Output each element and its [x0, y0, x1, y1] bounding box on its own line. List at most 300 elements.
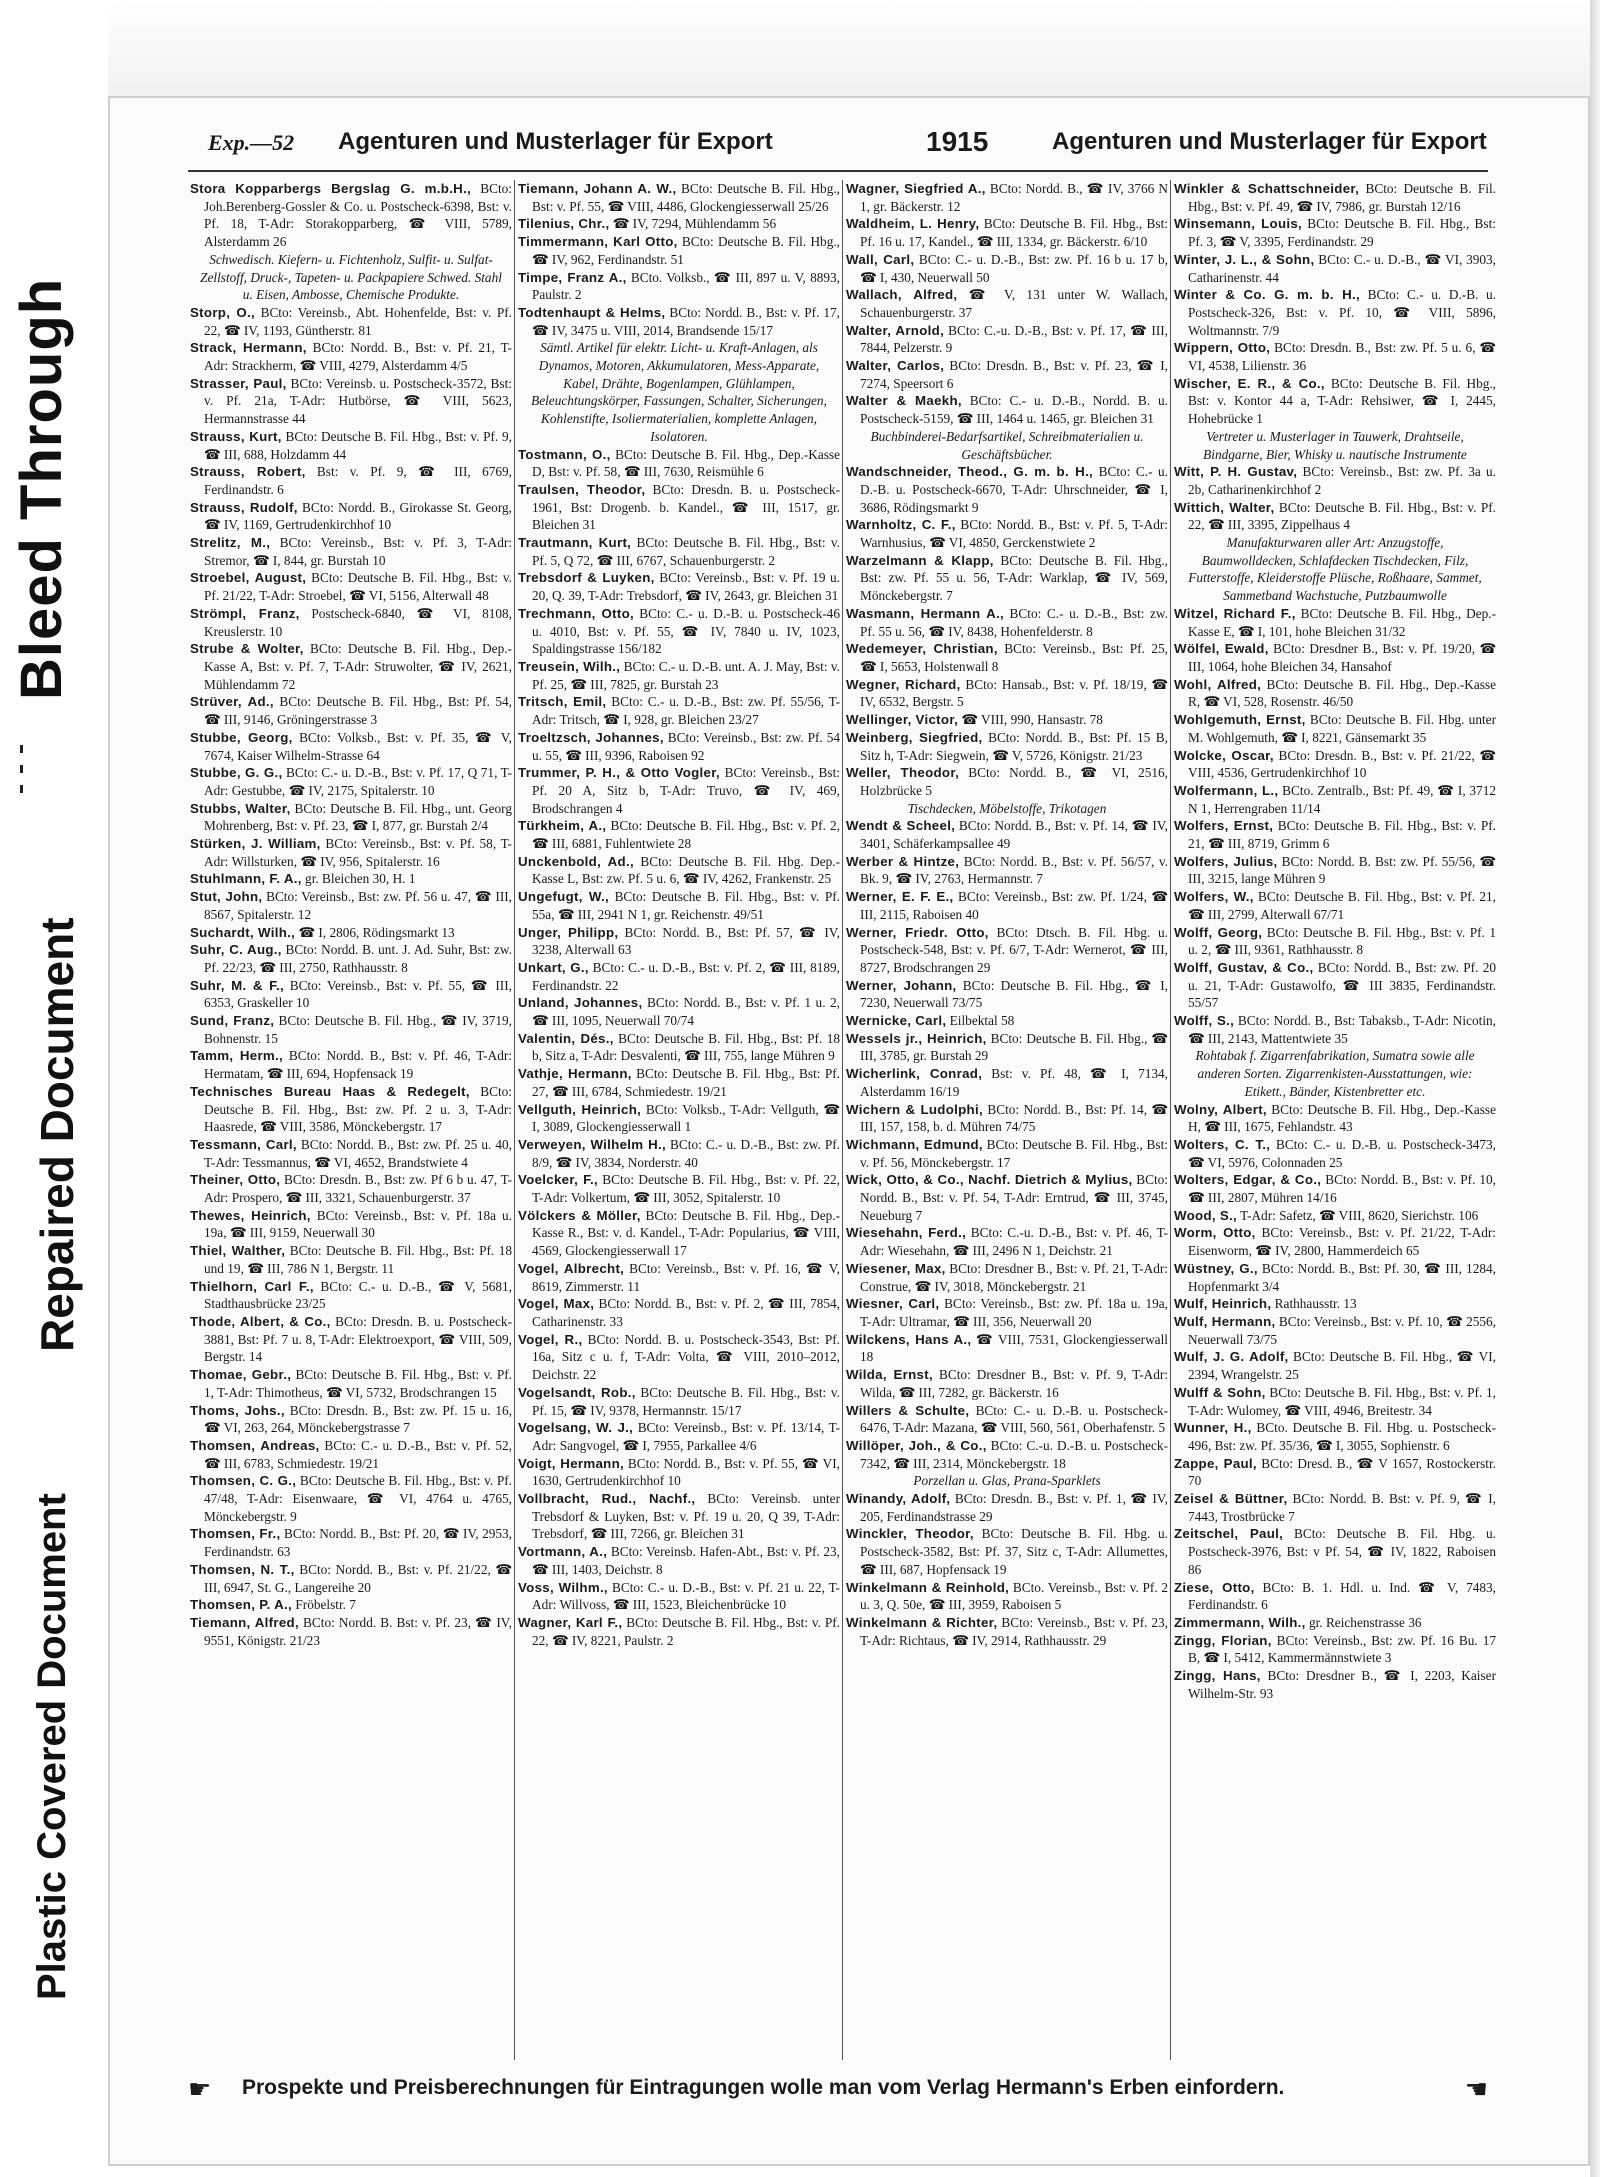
entry-name: Warnholtz, C. F., — [846, 517, 956, 533]
entry-details: BCto: Deutsche B. Fil. Hbg., Bst: v. Pf. 55a, ☎ III, 2941 N 1, gr. Reichenstr. 49/51 — [532, 889, 840, 922]
entry-name: Stroebel, August, — [190, 570, 307, 586]
entry-details: BCto. Vereinsb., Bst: v. Pf. 2 u. 3, Q. 50e, ☎ III, 3959, Raboisen 5 — [860, 1579, 1168, 1613]
entry-details: BCto: Deutsche B. Fil. Hbg., Bst: v. Pf. 1, T-Adr: Wulomey, ☎ VIII, 4946, Breitestr. 34 — [1188, 1384, 1496, 1418]
entry-details: Bst: v. Pf. 9, ☎ III, 6769, Ferdinandstr. 6 — [204, 464, 512, 497]
entry-name: Vogelsandt, Rob., — [518, 1384, 636, 1400]
entry-details: ☎ V, 131 unter W. Wallach, Schauenburgerstr. 37 — [860, 287, 1168, 320]
directory-entry — [190, 1207, 512, 1242]
entry-name: Wulf, J. G. Adolf, — [1174, 1349, 1289, 1365]
entry-name: Strack, Hermann, — [190, 340, 307, 356]
entry-name: Strauss, Rudolf, — [190, 499, 298, 515]
product-note: Tischdecken, Möbelstoffe, Trikotagen — [907, 800, 1107, 816]
entry-details: BCto: Deutsche B. Fil. Hbg., Bst: v. Pf. 9, ☎ III, 688, Holzdamm 44 — [204, 428, 512, 462]
directory-entry — [1174, 1614, 1496, 1632]
entry-details: BCto: Deutsche B. Fil. Hbg., Bst: v. Kontor 44 a, T-Adr: Rehsiwer, ☎ I, 2445, Hohebrücke 1 — [1188, 375, 1496, 427]
entry-details: BCto: Vereinsb., Bst: zw. Pf. 54 u. 55, ☎ III, 9396, Raboisen 92 — [532, 729, 840, 763]
entry-name: Technisches Bureau Haas & Redegelt, — [190, 1083, 470, 1099]
directory-entry — [190, 835, 512, 870]
entry-details: BCto: Deutsche B. Fil. Hbg., Bst: v. Pf. 1 u. 2, ☎ III, 9361, Rathhausstr. 8 — [1188, 924, 1496, 958]
directory-entry — [846, 1224, 1168, 1259]
entry-name: Tamm, Herm., — [190, 1048, 284, 1064]
entry-details: BCto: C.- u. D.-B. u. Postscheck-46 u. 4010, Bst: v. Pf. 55, ☎ IV, 7840 u. IV, 1023, Spaldingstrasse 156/182 — [532, 605, 840, 657]
directory-entry — [190, 888, 512, 923]
entry-details: BCto: C.- u. D.-B. u. Postscheck-326, Bst: v. Pf. 10, ☎ VIII, 5896, Woltmannstr. 7/9 — [1188, 287, 1496, 338]
entry-name: Wölfel, Ewald, — [1174, 641, 1269, 657]
entry-details: BCto: Vereinsb. u. Postscheck-3572, Bst: v. Pf. 21a, T-Adr: Hutbörse, ☎ VIII, 5623, Hermannstrasse 44 — [204, 375, 512, 427]
directory-entry — [190, 1136, 512, 1171]
directory-entry — [1174, 853, 1496, 888]
entry-name: Thiel, Walther, — [190, 1243, 286, 1259]
entry-name: Thomsen, Fr., — [190, 1526, 281, 1542]
directory-entry — [1174, 1579, 1496, 1614]
entry-details: BCto: Dresdn. B. u. Postscheck-3881, Bst: Pf. 7 u. 8, T-Adr: Elektroexport, ☎ VIII, 509, Bergstr. 14 — [204, 1314, 512, 1365]
directory-entry — [1174, 1632, 1496, 1667]
entry-details: BCto: C.- u. D.-B., ☎ VI, 3903, Catharinenstr. 44 — [1188, 251, 1496, 285]
entry-name: Winter & Co. G. m. b. H., — [1174, 287, 1361, 303]
entry-details: BCto: C.-u. D.-B. u. Postscheck-7342, ☎ III, 2314, Mönckebergstr. 18 — [860, 1437, 1168, 1471]
entry-name: Treusein, Wilh., — [518, 658, 621, 674]
entry-details: BCto: C.- u. D.-B., Bst: v. Pf. 17, Q 71, T-Adr: Gestubbe, ☎ IV, 2175, Spitalerstr. 10 — [204, 765, 512, 798]
directory-entry — [518, 215, 840, 233]
directory-entry — [190, 499, 512, 534]
entry-name: Wunner, H., — [1174, 1420, 1252, 1436]
entry-details: BCto: Dtsch. B. Fil. Hbg. u. Postscheck-548, Bst: v. Pf. 6/7, T-Adr: Wernerot, ☎ III, 8727, Brodschrangen 29 — [860, 924, 1168, 975]
entry-name: Stubbe, Georg, — [190, 729, 293, 745]
entry-details: BCto: Vereinsb., Bst: v. Pf. 21/22, T-Adr: Eisenworm, ☎ IV, 2800, Hammerdeich 65 — [1188, 1225, 1496, 1259]
entry-name: Stubbs, Walter, — [190, 800, 291, 816]
entry-details: BCto: Deutsche B. Fil. Hbg., unt. Georg Mohrenberg, Bst: v. Pf. 23, ☎ I, 877, gr. Burstah 2/4 — [204, 800, 512, 834]
directory-entry — [1174, 782, 1496, 817]
entry-details: BCto: C.- u. D.-B. unt. A. J. May, Bst: v. Pf. 25, ☎ III, 7825, gr. Burstah 23 — [532, 658, 840, 692]
entry-details: BCto: Vereinsb., Bst: v. Pf. 3, T-Adr: Stremor, ☎ I, 844, gr. Burstah 10 — [204, 535, 512, 568]
entry-name: Traulsen, Theodor, — [518, 481, 646, 497]
entry-details: BCto: Deutsche B. Fil. Hbg., Bst: v. Pf. 22, ☎ IV, 8221, Paulstr. 2 — [532, 1614, 840, 1648]
entry-details: BCto: C.- u. D.-B., Nordd. B. u. Postscheck-5159, ☎ III, 1464 u. 1465, gr. Bleichen 31 — [860, 393, 1168, 427]
directory-entry — [190, 605, 512, 640]
entry-name: Willers & Schulte, — [846, 1402, 970, 1418]
entry-details: BCto: C.- u. D.-B., Bst: zw. Pf. 16 b u. 17 b, ☎ I, 430, Neuerwall 50 — [860, 251, 1168, 285]
entry-details: ☎ VIII, 7531, Glockengiesserwall 18 — [860, 1331, 1168, 1365]
entry-details: BCto: Nordd. B. Bst: v. Pf. 9, ☎ I, 7443, Trostbrücke 7 — [1188, 1491, 1496, 1524]
directory-entry — [190, 693, 512, 728]
entry-name: Zingg, Hans, — [1174, 1668, 1261, 1684]
entry-details: BCto: Nordd. B., Bst: v. Pf. 5, T-Adr: Warnhusius, ☎ VI, 4850, Gerckenstwiete 2 — [860, 517, 1168, 551]
entry-name: Wischer, E. R., & Co., — [1174, 375, 1325, 391]
entry-name: Thewes, Heinrich, — [190, 1207, 311, 1223]
directory-entry — [190, 1472, 512, 1525]
entry-details: BCto: Vereinsb., Bst: v. Pf. 16, ☎ V, 8619, Zimmerstr. 11 — [532, 1260, 840, 1294]
entry-details: BCto: C.- u. D.-B., Bst: v. Pf. 52, ☎ III, 6783, Schmiedestr. 19/21 — [204, 1437, 512, 1471]
entry-details: BCto: Nordd. B., Bst: v. Pf. 54, T-Adr: Erntrud, ☎ III, 3745, Neueburg 7 — [860, 1172, 1168, 1223]
directory-entry — [1174, 463, 1496, 498]
directory-entry — [1174, 1101, 1496, 1136]
entry-details: BCto: Deutsche B. Fil. Hbg., Bst: Pf. 54, ☎ III, 9146, Gröningerstrasse 3 — [204, 694, 512, 728]
directory-entry — [1174, 1136, 1496, 1171]
directory-entry — [1174, 711, 1496, 746]
entry-name: Wernicke, Carl, — [846, 1013, 947, 1029]
entry-details: BCto: Deutsche B. Fil. Hbg., ☎ IV, 3719, Bohnenstr. 15 — [204, 1013, 512, 1046]
entry-name: Wichern & Ludolphi, — [846, 1101, 983, 1117]
entry-details: Postscheck-6840, ☎ VI, 8108, Kreuslerstr. 10 — [204, 605, 512, 639]
entry-details: BCto: Dresdn. B. u. Postscheck-1961, Bst: Drogenb. b. Kandel., ☎ III, 1517, gr. Bleichen 31 — [532, 481, 840, 533]
directory-entry — [846, 1260, 1168, 1295]
entry-name: Werner, Friedr. Otto, — [846, 924, 989, 940]
directory-entry — [846, 1579, 1168, 1614]
entry-details: BCto: Deutsche B. Fil. Hbg., ☎ IV, 962, Ferdinandstr. 51 — [532, 234, 840, 267]
entry-name: Wolfers, W., — [1174, 889, 1254, 905]
entry-details: BCto: Nordd. B., Bst: Pf. 30, ☎ III, 1284, Hopfenmarkt 3/4 — [1188, 1260, 1496, 1294]
entry-details: BCto: B. 1. Hdl. u. Ind. ☎ V, 7483, Ferdinandstr. 6 — [1188, 1579, 1496, 1613]
directory-entry — [518, 1419, 840, 1454]
directory-entry — [846, 1525, 1168, 1578]
directory-entry — [190, 180, 512, 251]
entry-details: BCto: Dresdn. B., Bst: v. Pf. 1, ☎ IV, 205, Ferdinandstrasse 29 — [860, 1491, 1168, 1524]
entry-details: BCto: Deutsche B. Fil. Hbg., Dep.-Kasse E, ☎ I, 101, hohe Bleichen 31/32 — [1188, 605, 1496, 639]
directory-entry — [846, 322, 1168, 357]
entry-name: Winckler, Theodor, — [846, 1526, 974, 1542]
directory-entry — [518, 1171, 840, 1206]
entry-name: Troeltzsch, Johannes, — [518, 729, 664, 745]
directory-entry — [518, 658, 840, 693]
entry-name: Wolfermann, L., — [1174, 782, 1279, 798]
entry-details: BCto: Vereinsb. unter Trebsdorf & Luyken, Bst: v. Pf. 19 u. 20, Q 39, T-Adr: Trebsdorf, ☎ III, 7266, gr. Bleichen 31 — [532, 1491, 840, 1542]
entry-details: BCto: Deutsche B. Fil. Hbg. Dep.-Kasse L, Bst: zw. Pf. 5 u. 6, ☎ IV, 4262, Frankenstr. 25 — [532, 853, 840, 887]
entry-name: Tessmann, Carl, — [190, 1136, 297, 1152]
directory-entry — [518, 1207, 840, 1260]
entry-name: Werber & Hintze, — [846, 853, 960, 869]
directory-entry — [190, 304, 512, 339]
column-1 — [190, 180, 512, 2060]
entry-name: Wendt & Scheel, — [846, 818, 956, 834]
entry-name: Voigt, Hermann, — [518, 1455, 625, 1471]
entry-details: BCto. Zentralb., Bst: Pf. 49, ☎ I, 3712 N 1, Herrengraben 11/14 — [1188, 782, 1496, 816]
pointing-hand-icon: ☛ — [188, 2074, 212, 2104]
entry-details: BCto: Dresd. B., ☎ V 1657, Rostockerstr. 70 — [1188, 1455, 1496, 1489]
entry-name: Wessels jr., Heinrich, — [846, 1030, 987, 1046]
entry-name: Tiemann, Alfred, — [190, 1614, 299, 1630]
year: 1915 — [926, 126, 989, 157]
divider-dash — [20, 745, 23, 753]
entry-name: Valentin, Dés., — [518, 1030, 614, 1046]
entry-name: Weinberg, Siegfried, — [846, 729, 983, 745]
entry-name: Storp, O., — [190, 304, 256, 320]
directory-entry — [1174, 1224, 1496, 1259]
entry-details: BCto: Deutsche B. Fil. Hbg., Bst: Pf. 18 und 19, ☎ III, 786 N 1, Bergstr. 11 — [204, 1243, 512, 1276]
entry-name: Wilda, Ernst, — [846, 1367, 933, 1383]
entry-name: Theiner, Otto, — [190, 1172, 281, 1188]
directory-entry — [190, 339, 512, 374]
directory-entry — [518, 1260, 840, 1295]
entry-details: BCto: Nordd. B., Bst: Pf. 57, ☎ IV, 3238, Alterwall 63 — [532, 924, 840, 958]
entry-name: Vollbracht, Rud., Nachf., — [518, 1491, 696, 1507]
entry-name: Weller, Theodor, — [846, 765, 960, 781]
directory-entry — [1174, 1384, 1496, 1419]
entry-name: Witt, P. H. Gustav, — [1174, 464, 1298, 480]
entry-details: BCto: Nordd. B., Bst: v. Pf. 2, ☎ III, 7854, Catharinenstr. 33 — [532, 1296, 840, 1329]
directory-entry — [518, 1030, 840, 1065]
entry-name: Wilckens, Hans A., — [846, 1331, 972, 1347]
directory-entry — [1174, 1419, 1496, 1454]
entry-details: BCto: Deutsche B. Fil. Hbg., Bst: v. Pf. 15, ☎ IV, 9378, Hermannstr. 15/17 — [532, 1384, 840, 1418]
directory-entry — [518, 764, 840, 817]
entry-details: BCto: Vereinsb., Bst: v. Pf. 13/14, T-Adr: Sangvogel, ☎ I, 7955, Parkallee 4/6 — [532, 1420, 840, 1453]
entry-details: BCto: Nordd. B., Bst: zw. Pf. 25 u. 40, T-Adr: Tessmannus, ☎ VI, 4652, Brandstwiete 4 — [204, 1136, 512, 1170]
page-number: Exp.—52 — [208, 130, 295, 155]
entry-name: Wick, Otto, & Co., Nachf. Dietrich & Mylius, — [846, 1172, 1133, 1188]
entry-details: BCto: Deutsche B. Fil. Hbg., Bst: v. Pf. 55, ☎ VIII, 4486, Glockengiesserwall 25/26 — [532, 181, 840, 214]
divider-dash — [20, 765, 23, 773]
directory-entry — [190, 941, 512, 976]
entry-name: Wolcke, Oscar, — [1174, 747, 1274, 763]
entry-name: Wolny, Albert, — [1174, 1101, 1267, 1117]
entry-details: BCto: Deutsche B. Fil. Hbg., Dep.-Kasse D, Bst: v. Pf. 58, ☎ III, 7630, Reismühle 6 — [532, 446, 840, 480]
entry-details: BCto: Hansab., Bst: v. Pf. 18/19, ☎ IV, 6532, Bergstr. 5 — [860, 676, 1168, 710]
directory-entry — [846, 357, 1168, 392]
directory-entry — [1174, 251, 1496, 286]
directory-entry — [190, 764, 512, 799]
directory-entry — [846, 1295, 1168, 1330]
entry-details: BCto: Deutsche B. Fil. Hbg., Bst: v. Pf. 21/22, T-Adr: Stroebel, ☎ VI, 5156, Alterwall 48 — [204, 570, 512, 604]
directory-entry — [846, 286, 1168, 321]
entry-details: BCto: Vereinsb., Bst: v. Pf. 23, T-Adr: Richtaus, ☎ IV, 2914, Rathhausstr. 29 — [860, 1614, 1168, 1648]
entry-name: Walter, Carlos, — [846, 358, 945, 374]
directory-entry — [190, 1083, 512, 1136]
entry-details: BCto: Deutsche B. Fil. Hbg. u. Postscheck-3976, Bst: v Pf. 54, ☎ IV, 1822, Raboisen 86 — [1188, 1526, 1496, 1577]
entry-name: Wiesehahn, Ferd., — [846, 1225, 967, 1241]
entry-name: Werner, Johann, — [846, 977, 957, 993]
entry-name: Unger, Philipp, — [518, 924, 619, 940]
directory-entry — [846, 215, 1168, 250]
directory-entry — [846, 888, 1168, 923]
entry-details: BCto: Deutsche B. Fil. Hbg., Bst: Pf. 16 u. 17, Kandel., ☎ III, 1334, gr. Bäckerstr. 6/10 — [860, 216, 1168, 250]
entry-name: Timpe, Franz A., — [518, 269, 627, 285]
directory-entry — [1174, 605, 1496, 640]
directory-entry — [190, 1561, 512, 1596]
bleed-through-label: Bleed Through — [9, 277, 74, 700]
entry-name: Witzel, Richard F., — [1174, 605, 1296, 621]
entry-details: BCto: Vereinsb., Bst: Pf. 25, ☎ I, 5653, Holstenwall 8 — [860, 641, 1168, 674]
entry-name: Wall, Carl, — [846, 251, 915, 267]
directory-entry — [1174, 888, 1496, 923]
entry-name: Wolters, C. T., — [1174, 1136, 1271, 1152]
entry-details: BCto: Nordd. B., Bst: Pf. 15 B, Sitz h, T-Adr: Siegwein, ☎ V, 5726, Königstr. 21/23 — [860, 729, 1168, 763]
directory-entry — [846, 640, 1168, 675]
entry-name: Wegner, Richard, — [846, 676, 961, 692]
directory-entry — [190, 569, 512, 604]
entry-name: Zeisel & Büttner, — [1174, 1491, 1288, 1507]
entry-name: Vogel, Max, — [518, 1296, 595, 1312]
entry-name: Türkheim, A., — [518, 818, 607, 834]
entry-name: Zingg, Florian, — [1174, 1632, 1272, 1648]
entry-name: Thoms, Johs., — [190, 1402, 285, 1418]
entry-details: BCto: C.- u. D.-B., Bst: zw. Pf. 8/9, ☎ IV, 3834, Norderstr. 40 — [532, 1136, 840, 1170]
column-divider — [514, 180, 515, 2060]
plastic-covered-label: Plastic Covered Document — [30, 1493, 74, 2000]
directory-entry — [1174, 1348, 1496, 1383]
directory-entry — [1174, 1525, 1496, 1578]
entry-name: Winsemann, Louis, — [1174, 216, 1303, 232]
directory-entry — [518, 269, 840, 304]
entry-details: BCto: Nordd. B., Bst: Pf. 20, ☎ IV, 2953, Ferdinandstr. 63 — [204, 1526, 512, 1560]
column-2 — [518, 180, 840, 2060]
entry-details: BCto: Nordd. B., Bst: Tabaksb., T-Adr: Nicotin, ☎ III, 2143, Mattentwiete 35 — [1188, 1013, 1496, 1046]
side-labels — [0, 0, 110, 2177]
entry-name: Unland, Johannes, — [518, 995, 643, 1011]
entry-details: BCto: Nordd. B., Bst: zw. Pf. 20 u. 21, T-Adr: Gustawolfo, ☎ III 3835, Ferdinandstr. 55/57 — [1188, 959, 1496, 1011]
entry-name: Walter & Maekh, — [846, 393, 962, 409]
directory-entry — [518, 1490, 840, 1543]
entry-details: BCto: Vereinsb., Bst: zw. Pf. 1/24, ☎ III, 2115, Raboisen 40 — [860, 889, 1168, 922]
entry-name: Wandschneider, Theod., G. m. b. H., — [846, 464, 1094, 480]
directory-entry — [190, 1171, 512, 1206]
entry-name: Wicherlink, Conrad, — [846, 1066, 983, 1082]
entry-details: Bst: v. Pf. 48, ☎ I, 7134, Alsterdamm 16/19 — [860, 1066, 1168, 1099]
entry-name: Walter, Arnold, — [846, 322, 945, 338]
repaired-document-label: Repaired Document — [31, 917, 83, 1352]
entry-details: BCto: Deutsche B. Fil. Hbg., Bst: v. Pf. 56, Mönckebergstr. 17 — [860, 1136, 1168, 1170]
entry-name: Tiemann, Johann A. W., — [518, 181, 677, 196]
entry-details: BCto: Deutsche B. Fil. Hbg., Bst: v. Pf. 49, ☎ IV, 7986, gr. Burstah 12/16 — [1188, 181, 1496, 214]
directory-entry — [190, 1614, 512, 1649]
directory-entry — [846, 1171, 1168, 1224]
entry-details: BCto: Deutsche B. Fil. Hbg., Bst: Pf. 3, ☎ V, 3395, Ferdinandstr. 29 — [1188, 216, 1496, 250]
entry-details: BCto: Nordd. B., Bst: v. Pf. 21, T-Adr: Strackherm, ☎ VIII, 4279, Alsterdamm 4/5 — [204, 340, 512, 374]
entry-details: BCto: Vereinsb., Bst: v. Pf. 10, ☎ 2556, Neuerwall 73/75 — [1188, 1314, 1496, 1347]
entry-details: BCto: Deutsche B. Fil. Hbg., ☎ I, 7230, Neuerwall 73/75 — [860, 977, 1168, 1011]
directory-entry — [1174, 924, 1496, 959]
directory-entry — [190, 1278, 512, 1313]
directory-entry — [518, 817, 840, 852]
entry-name: Werner, E. F. E., — [846, 889, 954, 905]
entry-name: Wolfers, Julius, — [1174, 853, 1278, 869]
entry-details: BCto: C.-u. D.-B., Bst: v. Pf. 46, T-Adr: Wiesehahn, ☎ III, 2496 N 1, Deichstr. 21 — [860, 1225, 1168, 1259]
entry-name: Strube & Wolter, — [190, 641, 304, 657]
entry-details: BCto: Vereinsb., Bst: v. Pf. 18a u. 19a, ☎ III, 9159, Neuerwall 30 — [204, 1207, 512, 1241]
directory-entry — [1174, 1295, 1496, 1313]
entry-name: Warzelmann & Klapp, — [846, 552, 994, 568]
entry-details: BCto: C.- u. D.-B. u. Postscheck-3473, ☎ VI, 5976, Colonnaden 25 — [1188, 1136, 1496, 1170]
directory-entry — [846, 853, 1168, 888]
directory-entry — [518, 1295, 840, 1330]
directory-entry — [1174, 1171, 1496, 1206]
entry-name: Strauss, Robert, — [190, 464, 306, 480]
entry-details: BCto: C.- u. D.-B., Bst: v. Pf. 2, ☎ III, 8189, Ferdinandstr. 22 — [532, 959, 840, 993]
column-4 — [1174, 180, 1496, 2060]
entry-details: BCto: Volksb., T-Adr: Vellguth, ☎ I, 3089, Glockengiesserwall 1 — [532, 1101, 840, 1135]
directory-entry — [190, 1047, 512, 1082]
entry-details: ☎ VIII, 990, Hansastr. 78 — [958, 712, 1103, 728]
entry-name: Vogel, Albrecht, — [518, 1260, 625, 1276]
directory-entry — [190, 375, 512, 428]
entry-name: Worm, Otto, — [1174, 1225, 1256, 1241]
entry-details: BCto: Deutsche B. Fil. Hbg., Bst: Pf. 27, ☎ III, 6784, Schmiedestr. 19/21 — [532, 1066, 840, 1099]
entry-name: Stürken, J. William, — [190, 836, 321, 852]
entry-details: gr. Bleichen 30, H. 1 — [301, 871, 416, 887]
directory-entry — [1174, 1260, 1496, 1295]
entry-details: BCto: Deutsche B. Fil. Hbg., Bst: v. Pf. 5, Q 72, ☎ III, 6767, Schauenburgerstr. 2 — [532, 535, 840, 568]
running-title-right: Agenturen und Musterlager für Export — [1052, 128, 1487, 155]
directory-entry — [518, 1101, 840, 1136]
directory-entry — [846, 552, 1168, 605]
entry-details: BCto: Nordd. B., Bst: Pf. 14, ☎ III, 157, 158, b. d. Mühren 74/75 — [860, 1101, 1168, 1135]
entry-details: BCto: Vereinsb., Bst: zw. Pf. 3a u. 2b, Catharinenkirchhof 2 — [1188, 464, 1496, 497]
entry-name: Winkelmann & Richter, — [846, 1614, 998, 1630]
entry-name: Wulf, Heinrich, — [1174, 1296, 1272, 1312]
directory-entry — [190, 870, 512, 888]
directory-entry — [518, 1614, 840, 1649]
directory-entry — [518, 569, 840, 604]
entry-details: BCto: Deutsche B. Fil. Hbg., Bst: v. Pf. 1, T-Adr: Thimotheus, ☎ VI, 5732, Brodschrangen 15 — [204, 1367, 512, 1400]
directory-entry — [846, 251, 1168, 286]
entry-details: BCto: Deutsche B. Fil. Hbg., Dep.-Kasse H, ☎ III, 1675, Fehlandstr. 43 — [1188, 1101, 1496, 1135]
entry-name: Winkler & Schattschneider, — [1174, 181, 1360, 196]
directory-entry — [190, 924, 512, 942]
directory-entry — [846, 1437, 1168, 1472]
entry-details: BCto: Nordd. B. u. Postscheck-3543, Bst: Pf. 16a, Sitz c u. f, T-Adr: Volta, ☎ VIII, 2010–2012, Deichstr. 22 — [532, 1331, 840, 1383]
directory-entry — [846, 817, 1168, 852]
entry-details: BCto: C.- u. D.-B. u. Postscheck-6670, T-Adr: Uhrschneider, ☎ I, 3686, Rödingsmarkt 9 — [860, 464, 1168, 515]
entry-name: Wichmann, Edmund, — [846, 1136, 983, 1152]
entry-name: Thomsen, C. G., — [190, 1473, 297, 1489]
directory-entry — [1174, 817, 1496, 852]
entry-details: Fröbelstr. 7 — [292, 1597, 356, 1613]
entry-details: BCto: Deutsche B. Fil. Hbg., Bst: v. Pf. 22, T-Adr: Volkertum, ☎ III, 3052, Spitalerstr. 10 — [532, 1172, 840, 1206]
directory-entry — [518, 1331, 840, 1384]
entry-name: Wittich, Walter, — [1174, 499, 1275, 515]
entry-name: Wasmann, Hermann A., — [846, 605, 1004, 621]
page-top-shade — [108, 0, 1590, 96]
entry-details: BCto: Nordd. B. Bst: zw. Pf. 55/56, ☎ III, 3215, lange Mühren 9 — [1188, 853, 1496, 887]
directory-entry — [1174, 286, 1496, 339]
entry-details: BCto: C.- u. D.-B., ☎ V, 5681, Stadthausbrücke 23/25 — [204, 1278, 512, 1312]
entry-name: Zeitschel, Paul, — [1174, 1526, 1284, 1542]
entry-name: Wolff, S., — [1174, 1013, 1235, 1029]
entry-details: BCto: Vereinsb., Bst: v. Pf. 58, T-Adr: Willsturken, ☎ IV, 956, Spitalerstr. 16 — [204, 836, 512, 869]
entry-name: Tostmann, O., — [518, 446, 611, 462]
directory-entry — [518, 446, 840, 481]
entry-details: BCto: Nordd. B. unt. J. Ad. Suhr, Bst: zw. Pf. 22/23, ☎ III, 2750, Rathhausstr. 8 — [204, 942, 512, 975]
directory-entry — [1174, 676, 1496, 711]
directory-entry — [846, 711, 1168, 729]
entry-name: Vogel, R., — [518, 1331, 583, 1347]
entry-name: Stuhlmann, F. A., — [190, 871, 302, 887]
entry-name: Thomae, Gebr., — [190, 1367, 292, 1383]
entry-details: BCto: Nordd. B. Bst: v. Pf. 23, ☎ IV, 9551, Königstr. 21/23 — [204, 1614, 512, 1648]
entry-name: Strauss, Kurt, — [190, 428, 282, 444]
entry-details: BCto: Deutsche B. Fil. Hbg., Dep.-Kasse R, ☎ VI, 528, Rosenstr. 46/50 — [1188, 676, 1496, 710]
directory-entry — [190, 977, 512, 1012]
directory-entry — [190, 1437, 512, 1472]
entry-name: Thomsen, Andreas, — [190, 1437, 320, 1453]
entry-name: Thomsen, N. T., — [190, 1561, 295, 1577]
entry-name: Tritsch, Emil, — [518, 694, 607, 710]
directory-entry — [1174, 1490, 1496, 1525]
entry-name: Wiesener, Max, — [846, 1260, 946, 1276]
column-divider — [1170, 180, 1171, 2060]
scanned-page — [108, 96, 1590, 2166]
entry-details: BCto: Deutsche B. Fil. Hbg., Bst: v. Pf. 47/48, T-Adr: Eisenwaare, ☎ VI, 4764 u. 4765, Mönckebergstr. 9 — [204, 1473, 512, 1524]
entry-name: Wagner, Siegfried A., — [846, 181, 986, 196]
directory-entry — [190, 463, 512, 498]
entry-name: Trebsdorf & Luyken, — [518, 570, 655, 586]
directory-entry — [846, 764, 1168, 799]
entry-details: BCto: C.- u. D.-B., Bst: v. Pf. 21 u. 22, T-Adr: Willvoss, ☎ III, 1523, Bleichenbrücke 10 — [532, 1579, 840, 1613]
running-title-left: Agenturen und Musterlager für Export — [338, 128, 773, 155]
entry-name: Stora Kopparbergs Bergslag G. m.b.H., — [190, 181, 472, 196]
entry-details: BCto: Vereinsb., Bst: v. Pf. 19 u. 20, Q. 39, T-Adr: Trebsdorf, ☎ IV, 2643, gr. Bleichen 31 — [532, 570, 840, 604]
entry-details: BCto: Dresdner B., Bst: v. Pf. 19/20, ☎ III, 1064, hohe Bleichen 34, Hansahof — [1188, 641, 1496, 674]
directory-entry — [518, 304, 840, 339]
